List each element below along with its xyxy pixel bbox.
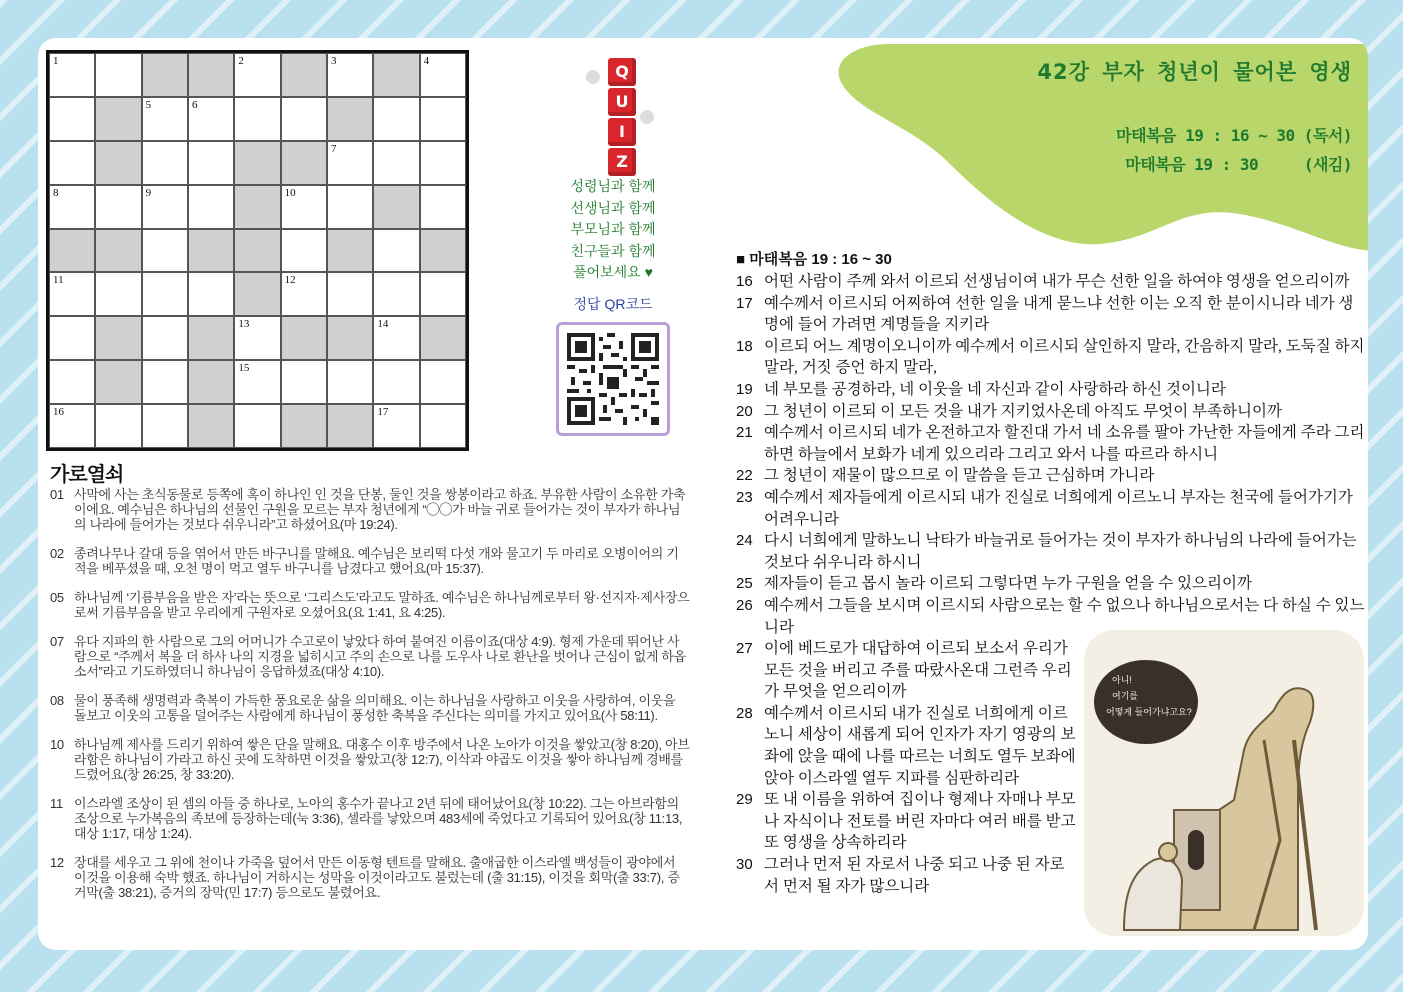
person-figure-icon (640, 110, 654, 124)
crossword-cell[interactable] (95, 53, 141, 97)
clue-number: 07 (50, 634, 64, 649)
verse-number: 27 (736, 640, 753, 658)
crossword-cell[interactable] (327, 53, 373, 97)
verse-number: 20 (736, 402, 753, 420)
crossword-cell[interactable] (373, 360, 419, 404)
crossword-blocked-cell (281, 316, 327, 360)
crossword-blocked-cell (95, 141, 141, 185)
crossword-cell[interactable] (281, 229, 327, 273)
verse (736, 271, 1366, 293)
crossword-cell-number: 10 (284, 186, 296, 199)
quiz-line: 부모님과 함께 (570, 221, 656, 237)
verse (736, 638, 1076, 703)
crossword-cell[interactable] (142, 272, 188, 316)
crossword-cell[interactable] (49, 404, 95, 448)
clue-text: 종려나무나 갈대 등을 엮어서 만든 바구니를 말해요. 예수님은 보리떡 다섯 개와 물고기 두 마리로 오병이어의 기적을 베푸셨을 때, 오천 명이 먹고 열두 바구니를 남겼다고 했어요(마 15:37). (74, 546, 679, 576)
across-clues-list (50, 487, 690, 914)
verse (736, 401, 1366, 423)
clue-item (50, 796, 690, 841)
crossword-cell[interactable] (234, 360, 280, 404)
quiz-logo (568, 50, 658, 170)
answer-qr-code[interactable] (556, 322, 670, 436)
verse (736, 487, 1366, 530)
crossword-cell[interactable] (142, 229, 188, 273)
crossword-cell[interactable] (142, 141, 188, 185)
crossword-blocked-cell (281, 404, 327, 448)
lesson-title: 42강 부자 청년이 물어본 영생 (1037, 60, 1352, 84)
crossword-cell-number: 17 (377, 406, 389, 419)
crossword-cell-number: 2 (238, 55, 244, 67)
verse (736, 293, 1366, 336)
verse-number: 19 (736, 380, 753, 398)
verse (736, 573, 1366, 595)
crossword-grid (46, 50, 469, 451)
crossword-blocked-cell (188, 404, 234, 448)
crossword-cell[interactable] (373, 404, 419, 448)
speech-line: 여기를 (1112, 691, 1139, 701)
verse-number: 18 (736, 337, 753, 355)
verse (736, 422, 1366, 465)
crossword-cell-number: 6 (191, 98, 198, 111)
crossword-cell[interactable] (95, 272, 141, 316)
crossword-blocked-cell (327, 404, 373, 448)
crossword-cell[interactable] (95, 185, 141, 229)
crossword-cell[interactable] (373, 229, 419, 273)
crossword-cell[interactable] (49, 316, 95, 360)
crossword-blocked-cell (373, 53, 419, 97)
crossword-blocked-cell (234, 185, 280, 229)
clue-item (50, 693, 690, 723)
worksheet-page (38, 38, 1368, 950)
crossword-blocked-cell (95, 360, 141, 404)
crossword-cell[interactable] (420, 97, 466, 141)
verse-number: 22 (736, 467, 753, 485)
verse-text: 예수께서 이르시되 네가 온전하고자 할진대 가서 네 소유를 팔아 가난한 자들에게 주라 그리하면 하늘에서 보화가 네게 있으리라 그리고 와서 나를 따르라 하시니 (764, 424, 1365, 463)
verse-text: 이르되 어느 계명이오니이까 예수께서 이르시되 살인하지 말라, 간음하지 말라, 도둑질 하지 말라, 거짓 증언 하지 말라, (764, 337, 1365, 377)
crossword-cell[interactable] (234, 316, 280, 360)
verse-number: 26 (736, 596, 753, 614)
quiz-line: 선생님과 함께 (570, 199, 656, 216)
clue-item (50, 487, 690, 532)
verse-text: 또 내 이름을 위하여 집이나 형제나 자매나 부모나 자식이나 전토를 버린 자마다 여러 배를 받고 또 영생을 상속하리라 (764, 791, 1076, 852)
crossword-cell-number: 8 (53, 186, 59, 199)
clue-number: 02 (50, 546, 64, 561)
passage-heading: ■ 마태복음 19 : 16 ~ 30 (736, 251, 892, 268)
clue-number: 12 (50, 855, 64, 870)
crossword-cell[interactable] (142, 97, 188, 141)
verse-text: 그 청년이 이르되 이 모든 것을 내가 지키었사온데 아직도 무엇이 부족하니이까 (764, 402, 1282, 420)
verse-text: 예수께서 제자들에게 이르시되 내가 진실로 너희에게 이르노니 부자는 천국에 들어가기가 어려우니라 (764, 488, 1353, 528)
across-clues-title: 가로열쇠 (50, 464, 124, 486)
clue-item (50, 855, 690, 900)
crossword-cell[interactable] (142, 360, 188, 404)
verse-number: 28 (736, 704, 753, 722)
clue-text: 하나님께 제사를 드리기 위하여 쌓은 단을 말해요. 대홍수 이후 방주에서 나온 노아가 이것을 쌓았고(창 8:20), 아브라함은 하나님이 가라고 하신 곳에 도착하면 이것을 쌓았고(창 12:7), 이삭과 야곱도 이것을 쌓아 하나님께 경배를 드렸어요(창 26:25, 창 33:20). (74, 737, 690, 782)
crossword-cell-number: 15 (238, 362, 250, 375)
crossword-cell[interactable] (49, 141, 95, 185)
speech-bubble (1094, 660, 1198, 744)
crossword-cell[interactable] (420, 185, 466, 229)
crossword-blocked-cell (327, 316, 373, 360)
clue-number: 10 (50, 737, 64, 752)
crossword-cell[interactable] (373, 272, 419, 316)
verse-text: 그 청년이 재물이 많으므로 이 말씀을 듣고 근심하며 가니라 (764, 467, 1155, 485)
memory-verse-reference: 마태복음 19 : 30 (새김) (1125, 155, 1352, 174)
crossword-cell-number: 5 (145, 98, 152, 111)
clue-item (50, 737, 690, 782)
crossword-cell[interactable] (49, 97, 95, 141)
quiz-cube: Q (608, 58, 636, 86)
crossword-blocked-cell (49, 229, 95, 273)
crossword-cell-number: 7 (330, 142, 337, 155)
crossword-cell[interactable] (142, 185, 188, 229)
quiz-line: 친구들과 함께 (570, 242, 656, 259)
verse (736, 854, 1076, 897)
verse-text: 이에 베드로가 대답하여 이르되 보소서 우리가 모든 것을 버리고 주를 따랐사온대 그런즉 우리가 무엇을 얻으리이까 (764, 640, 1072, 701)
clue-text: 사막에 사는 초식동물로 등쪽에 혹이 하나인 인 것을 단봉, 둘인 것을 쌍봉이라고 하죠. 부유한 사람이 소유한 가축이에요. 예수님은 하나님의 선물인 구원을 모르는 부자 청년에게 “◯◯가 바늘 귀로 들어가는 것이 부자가 하나님의 나라에 들어가는 것보다 쉬우니라”고 하셨어요(마 19:24). (74, 487, 686, 532)
crossword-cell-number: 11 (53, 274, 64, 287)
crossword-blocked-cell (188, 229, 234, 273)
crossword-cell[interactable] (281, 272, 327, 316)
crossword-cell-number: 16 (53, 406, 64, 419)
verse (736, 530, 1366, 573)
verse (736, 465, 1366, 487)
verse-number: 29 (736, 791, 753, 809)
crossword-cell[interactable] (373, 97, 419, 141)
clue-text: 물이 풍족해 생명력과 축복이 가득한 풍요로운 삶을 의미해요. 이는 하나님을 사랑하고 이웃을 사랑하여, 이웃을 돌보고 이웃의 고통을 덜어주는 사람에게 하나님이 풍성한 축복을 주신다는 의미를 가지고 있어요(사 58:11). (74, 693, 676, 723)
verse-text: 어떤 사람이 주께 와서 이르되 선생님이여 내가 무슨 선한 일을 하여야 영생을 얻으리이까 (764, 273, 1350, 290)
crossword-blocked-cell (373, 185, 419, 229)
verse-number: 23 (736, 488, 753, 506)
crossword-cell[interactable] (234, 53, 280, 97)
crossword-blocked-cell (95, 97, 141, 141)
crossword-cell[interactable] (373, 141, 419, 185)
crossword-cell[interactable] (327, 141, 373, 185)
verse-number: 17 (736, 294, 753, 312)
crossword-cell[interactable] (234, 97, 280, 141)
crossword-cell-number: 4 (423, 55, 430, 67)
crossword-cell[interactable] (49, 53, 95, 97)
crossword-cell[interactable] (327, 272, 373, 316)
verse-number: 25 (736, 575, 753, 593)
verse-number: 30 (736, 856, 753, 874)
clue-item (50, 590, 690, 620)
quiz-cube: U (608, 88, 636, 116)
crossword-blocked-cell (95, 316, 141, 360)
verse-number: 16 (736, 273, 753, 290)
crossword-cell[interactable] (420, 272, 466, 316)
crossword-cell[interactable] (420, 141, 466, 185)
person-figure-icon (586, 70, 600, 84)
crossword-cell[interactable] (281, 360, 327, 404)
quiz-panel (538, 50, 688, 436)
crossword-cell[interactable] (142, 404, 188, 448)
crossword-cell[interactable] (327, 360, 373, 404)
clue-number: 11 (50, 796, 63, 811)
crossword-blocked-cell (234, 141, 280, 185)
crossword-blocked-cell (188, 360, 234, 404)
verse-text: 예수께서 그들을 보시며 이르시되 사람으로는 할 수 없으나 하나님으로서는 다 하실 수 있느니라 (764, 596, 1365, 636)
crossword-blocked-cell (281, 53, 327, 97)
crossword-blocked-cell (188, 316, 234, 360)
clue-item (50, 546, 690, 576)
crossword-blocked-cell (327, 97, 373, 141)
clue-text: 유다 지파의 한 사람으로 그의 어머니가 수고로이 낳았다 하여 붙여진 이름이죠(대상 4:9). 형제 가운데 뛰어난 사람으로 “주께서 복을 더 하사 나의 지경을 넓히시고 주의 손으로 나를 도우사 나로 환난을 벗어나 근심이 없게 하옵소서”라고 기도하였더니 하나님이 응답하셨죠(대상 4:10). (74, 634, 686, 679)
quiz-cube: Z (608, 148, 636, 176)
verse-text: 제자들이 듣고 몹시 놀라 이르되 그렇다면 누가 구원을 얻을 수 있으리이까 (764, 575, 1252, 593)
verse (736, 379, 1366, 401)
crossword-cell[interactable] (188, 185, 234, 229)
crossword-cell[interactable] (373, 316, 419, 360)
crossword-cell[interactable] (234, 404, 280, 448)
clue-number: 08 (50, 693, 64, 708)
speech-line: 어떻게 들어가냐고요? (1106, 707, 1192, 717)
crossword-cell-number: 1 (53, 55, 59, 67)
clue-text: 장대를 세우고 그 위에 천이나 가죽을 덮어서 만든 이동형 텐트를 말해요. 출애굽한 이스라엘 백성들이 광야에서 이것을 이용해 숙박 했죠. 하나님이 거하시는 성막을 이것이라고도 불렀는데 (출 31:15), 이것을 회막(출 33:7), 증거막(출 38:21), 증거의 장막(민 17:7) 등으로도 불렸어요. (74, 855, 680, 900)
crossword-blocked-cell (281, 141, 327, 185)
verse-text: 그러나 먼저 된 자로서 나중 되고 나중 된 자로서 먼저 될 자가 많으니라 (764, 856, 1065, 895)
verse-text: 네 부모를 공경하라, 네 이웃을 네 자신과 같이 사랑하라 하신 것이니라 (764, 380, 1226, 398)
verse-text: 예수께서 이르시되 어찌하여 선한 일을 내게 묻느냐 선한 이는 오직 한 분이시니라 네가 생명에 들어 가려면 계명들을 지키라 (764, 294, 1354, 334)
quiz-line: 풀어보세요 ♥ (573, 264, 653, 280)
verse-number: 24 (736, 532, 753, 550)
quiz-cube: I (608, 118, 636, 146)
crossword-cell[interactable] (49, 272, 95, 316)
crossword-cell[interactable] (327, 185, 373, 229)
crossword-cell[interactable] (49, 185, 95, 229)
verse-text: 다시 너희에게 말하노니 낙타가 바늘귀로 들어가는 것이 부자가 하나님의 나라에 들어가는 것보다 쉬우니라 하시니 (764, 532, 1357, 571)
crossword-cell[interactable] (95, 404, 141, 448)
crossword-cell[interactable] (281, 185, 327, 229)
crossword-cell[interactable] (142, 316, 188, 360)
clue-text: 하나님께 ‘기름부음을 받은 자’라는 뜻으로 ‘그리스도’라고도 말하죠. 예수님은 하나님께로부터 왕·선지자·제사장으로써 기름부음을 받고 우리에게 구원자로 오셨어요(요 1:41, 요 4:25). (74, 590, 690, 620)
clue-item (50, 634, 690, 679)
crossword-cell[interactable] (420, 404, 466, 448)
verse (736, 336, 1366, 379)
quiz-instructions (538, 176, 688, 284)
crossword-cell-number: 14 (377, 318, 389, 331)
crossword-cell[interactable] (420, 53, 466, 97)
crossword-blocked-cell (420, 229, 466, 273)
clue-number: 05 (50, 590, 64, 605)
qr-code-icon (567, 333, 659, 425)
crossword-cell-number: 3 (330, 55, 337, 67)
clue-text: 이스라엘 조상이 된 셈의 아들 중 하나로, 노아의 홍수가 끝나고 2년 뒤에 태어났어요(창 10:22). 그는 아브라함의 조상으로 누가복음의 족보에 등장하는데(눅 3:36), 셀라를 낳았으며 483세에 죽었다고 기록되어 있어요(창 11:13, 대상 1:17, 대상 1:24). (74, 796, 683, 841)
crossword-blocked-cell (95, 229, 141, 273)
verse-number: 21 (736, 424, 753, 442)
qr-label: 정답 QR코드 (573, 295, 653, 312)
quiz-line: 성령님과 함께 (570, 178, 656, 194)
crossword-cell[interactable] (281, 97, 327, 141)
crossword-blocked-cell (234, 272, 280, 316)
verse-text: 예수께서 이르시되 내가 진실로 너희에게 이르노니 세상이 새롭게 되어 인자가 자기 영광의 보좌에 앉을 때에 나를 따르는 너희도 열두 보좌에 앉아 이스라엘 열두 지파를 심판하리라 (764, 704, 1076, 787)
reading-reference: 마태복음 19 : 16 ~ 30 (독서) (1116, 126, 1352, 145)
crossword-cell-number: 12 (284, 274, 296, 287)
camel-illustration (1084, 630, 1364, 936)
crossword-blocked-cell (327, 229, 373, 273)
crossword-cell-number: 13 (238, 318, 250, 331)
verse (736, 789, 1076, 854)
crossword-blocked-cell (234, 229, 280, 273)
crossword-cell[interactable] (188, 141, 234, 185)
verse (736, 703, 1076, 789)
crossword-blocked-cell (420, 316, 466, 360)
crossword-cell-number: 9 (145, 186, 152, 199)
crossword-blocked-cell (188, 53, 234, 97)
crossword-cell[interactable] (420, 360, 466, 404)
crossword-cell[interactable] (49, 360, 95, 404)
crossword-cell[interactable] (188, 272, 234, 316)
speech-line: 아니! (1112, 675, 1132, 685)
crossword-cell[interactable] (188, 97, 234, 141)
crossword-blocked-cell (142, 53, 188, 97)
clue-number: 01 (50, 487, 64, 502)
